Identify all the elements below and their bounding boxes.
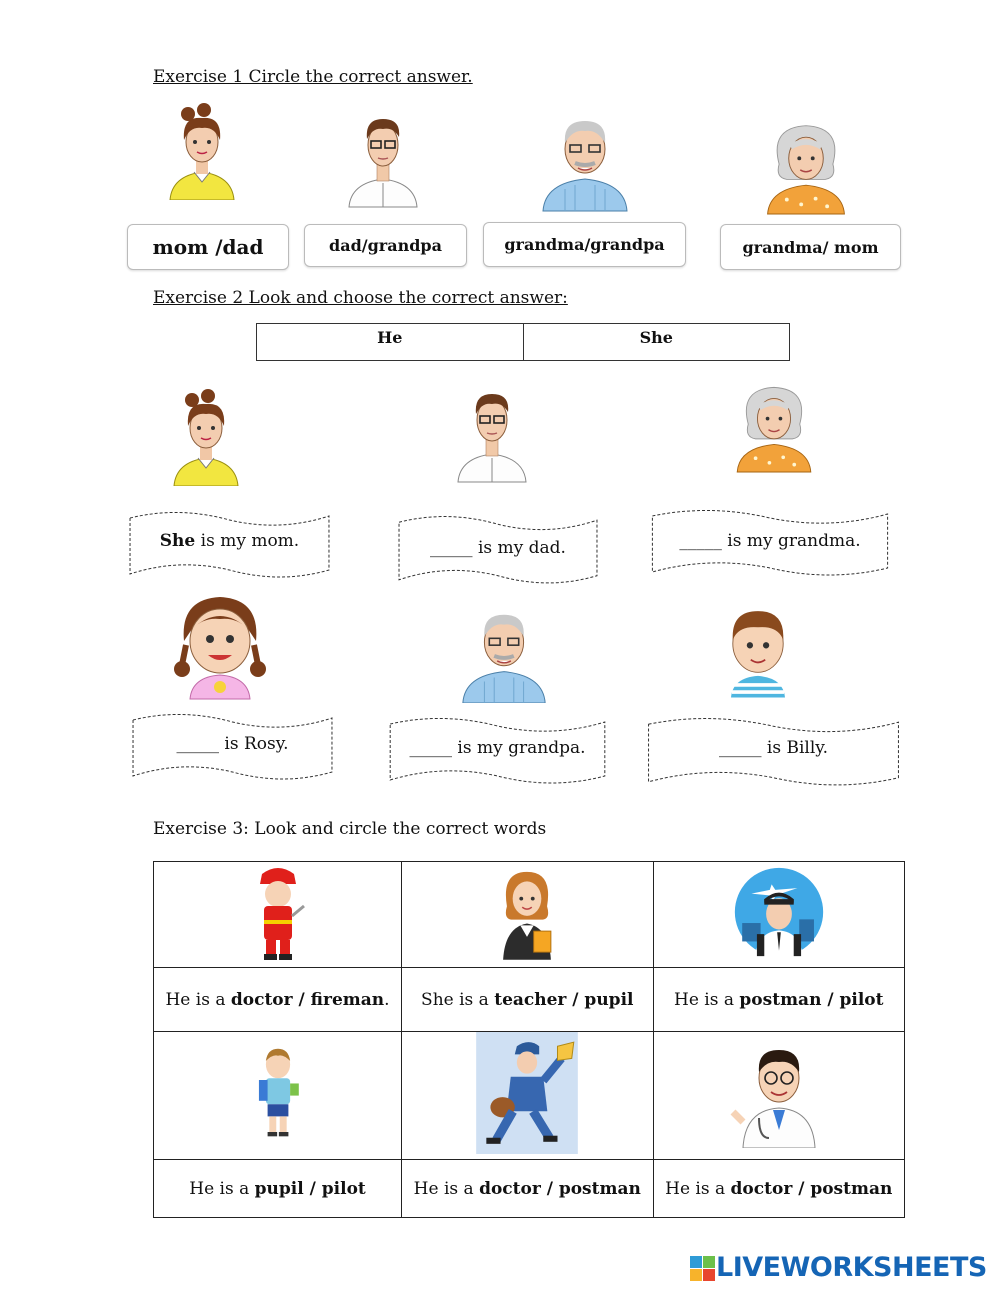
answer-blank[interactable]: _____ xyxy=(176,734,219,754)
rosy-picture xyxy=(170,588,270,700)
grandma-picture xyxy=(758,115,854,217)
answer-option-2[interactable]: dad/grandpa xyxy=(304,224,467,267)
word-choice[interactable]: postman / pilot xyxy=(739,989,884,1010)
exercise-1-heading: Exercise 1 Circle the correct answer. xyxy=(153,67,473,87)
dad-picture xyxy=(343,104,423,210)
pronoun-options-table xyxy=(256,323,790,361)
sentence-text: is my mom. xyxy=(195,531,300,551)
pupil-picture xyxy=(252,1043,304,1143)
fireman-picture xyxy=(246,862,310,962)
grandma-picture-2 xyxy=(728,368,820,484)
sentence-box-6 xyxy=(646,716,901,788)
sentence-text: is Billy. xyxy=(761,738,829,758)
grandpa-picture-2 xyxy=(455,605,553,703)
dad-picture-2 xyxy=(452,380,532,484)
sentence-box-4 xyxy=(131,712,334,782)
exercise-3-heading: Exercise 3: Look and circle the correct words xyxy=(153,819,547,839)
sentence-start: She is a xyxy=(421,989,495,1010)
sentence-start: He is a xyxy=(189,1178,255,1199)
sentence-text: is my dad. xyxy=(472,538,566,558)
mom-picture-2 xyxy=(166,386,246,486)
sentence-start: He is a xyxy=(665,1178,731,1199)
word-choice[interactable]: doctor / postman xyxy=(730,1178,893,1199)
teacher-picture xyxy=(484,864,570,960)
fireman-cell xyxy=(154,862,402,968)
sentence-text: is Rosy. xyxy=(219,734,289,754)
doctor-cell xyxy=(653,1032,905,1160)
teacher-cell xyxy=(402,862,653,968)
postman-cell xyxy=(402,1032,653,1160)
job-sentence-5 xyxy=(402,1160,653,1218)
pilot-picture xyxy=(733,866,825,958)
sentence-subject: She xyxy=(159,531,196,551)
word-choice[interactable]: doctor / postman xyxy=(479,1178,641,1199)
jobs-table xyxy=(153,861,905,1218)
word-choice[interactable]: pupil / pilot xyxy=(254,1178,366,1199)
pilot-cell xyxy=(653,862,905,968)
exercise-2-heading: Exercise 2 Look and choose the correct answer: xyxy=(153,288,568,308)
answer-blank[interactable]: _____ xyxy=(679,531,722,551)
sentence-start: He is a xyxy=(674,989,740,1010)
sentence-text: is my grandpa. xyxy=(452,738,586,758)
option-she[interactable]: She xyxy=(639,328,673,347)
sentence-start: He is a xyxy=(413,1178,480,1199)
word-choice[interactable]: doctor / fireman xyxy=(230,989,385,1010)
answer-blank[interactable]: _____ xyxy=(409,738,452,758)
postman-picture xyxy=(474,1032,580,1154)
job-sentence-3 xyxy=(653,968,905,1032)
job-sentence-4 xyxy=(154,1160,402,1218)
pupil-cell xyxy=(154,1032,402,1160)
word-choice[interactable]: teacher / pupil xyxy=(494,989,634,1010)
billy-picture xyxy=(722,598,794,698)
answer-option-3[interactable]: grandma/grandpa xyxy=(483,222,686,267)
option-he[interactable]: He xyxy=(257,324,524,360)
sentence-box-2 xyxy=(397,514,599,586)
answer-blank[interactable]: _____ xyxy=(430,538,473,558)
liveworksheets-logo-text: LIVEWORKSHEETS xyxy=(716,1252,987,1283)
grandpa-picture xyxy=(535,110,635,212)
answer-option-1[interactable]: mom /dad xyxy=(127,224,289,270)
answer-blank[interactable]: _____ xyxy=(718,738,762,758)
job-sentence-6 xyxy=(653,1160,905,1218)
sentence-box-1 xyxy=(128,510,331,580)
job-sentence-1 xyxy=(154,968,402,1032)
mom-picture xyxy=(162,100,242,200)
sentence-box-3 xyxy=(650,508,890,578)
liveworksheets-logo xyxy=(690,1252,987,1283)
answer-option-4[interactable]: grandma/ mom xyxy=(720,224,901,270)
sentence-start: He is a xyxy=(165,989,231,1010)
sentence-text: is my grandma. xyxy=(721,531,861,551)
sentence-end: . xyxy=(384,989,390,1010)
sentence-box-5 xyxy=(388,716,607,786)
liveworksheets-logo-icon xyxy=(690,1254,716,1282)
doctor-picture xyxy=(729,1038,829,1148)
job-sentence-2 xyxy=(402,968,653,1032)
